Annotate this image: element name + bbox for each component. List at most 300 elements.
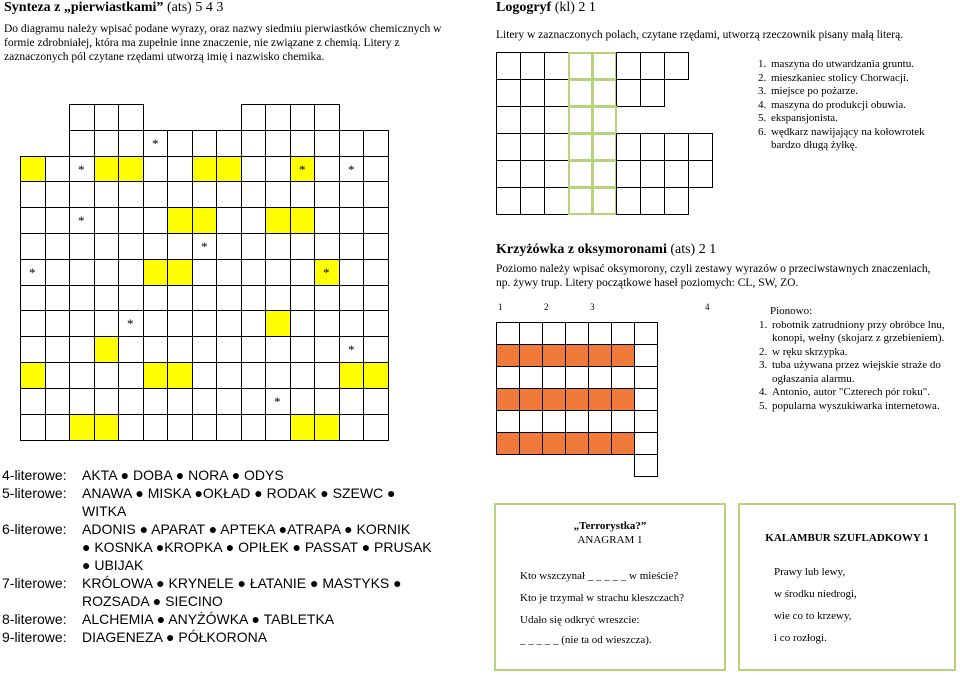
grid-cell[interactable] (290, 388, 316, 415)
synteza-grid (20, 104, 430, 434)
grid-cell[interactable] (616, 133, 641, 161)
grid-cell[interactable] (520, 79, 545, 107)
grid-cell[interactable] (69, 259, 95, 286)
grid-cell[interactable] (192, 362, 218, 389)
grid-cell[interactable] (592, 160, 617, 188)
grid-cell[interactable] (496, 52, 521, 80)
logogryf-clue: 2. mieszkaniec stolicy Chorwacji. (769, 72, 957, 86)
word-group-line: ROZSADA ● SIECINO (82, 593, 223, 609)
grid-cell[interactable] (616, 52, 641, 80)
grid-cell[interactable] (192, 181, 218, 208)
grid-cell[interactable] (45, 310, 71, 337)
grid-cell[interactable] (544, 133, 569, 161)
grid-cell[interactable] (118, 233, 144, 260)
grid-cell[interactable] (542, 322, 566, 345)
grid-cell[interactable] (118, 156, 144, 183)
grid-cell[interactable] (45, 362, 71, 389)
grid-cell[interactable] (565, 410, 589, 433)
grid-cell[interactable] (611, 410, 635, 433)
grid-cell[interactable] (592, 187, 617, 215)
grid-cell[interactable] (167, 362, 193, 389)
grid-cell[interactable] (664, 52, 689, 80)
kalambur-box (738, 503, 956, 671)
grid-cell[interactable] (118, 130, 144, 157)
grid-cell[interactable] (94, 233, 120, 260)
grid-cell[interactable] (634, 454, 658, 477)
grid-cell[interactable] (265, 259, 291, 286)
star-marker: * (299, 162, 306, 177)
grid-cell[interactable] (94, 207, 120, 234)
grid-cell[interactable] (592, 79, 617, 107)
grid-cell[interactable] (69, 130, 95, 157)
grid-cell[interactable] (192, 310, 218, 337)
grid-cell[interactable] (568, 106, 593, 134)
grid-cell[interactable] (519, 432, 543, 455)
grid-cell[interactable] (167, 285, 193, 312)
grid-cell[interactable] (167, 310, 193, 337)
grid-cell[interactable] (20, 156, 46, 183)
grid-cell[interactable] (192, 285, 218, 312)
grid-cell[interactable] (265, 156, 291, 183)
grid-cell[interactable] (544, 52, 569, 80)
grid-cell[interactable] (542, 432, 566, 455)
grid-cell[interactable] (290, 233, 316, 260)
grid-cell[interactable] (688, 133, 713, 161)
grid-cell[interactable] (519, 366, 543, 389)
grid-cell[interactable] (265, 310, 291, 337)
grid-cell[interactable] (565, 366, 589, 389)
logogryf-title (496, 0, 596, 16)
grid-cell[interactable] (216, 414, 242, 441)
grid-cell[interactable] (265, 207, 291, 234)
grid-cell[interactable] (363, 388, 389, 415)
grid-cell[interactable] (216, 259, 242, 286)
grid-cell[interactable] (192, 130, 218, 157)
star-marker: * (29, 265, 36, 280)
grid-cell[interactable] (339, 310, 365, 337)
grid-cell[interactable] (192, 259, 218, 286)
grid-cell[interactable] (519, 388, 543, 411)
grid-cell[interactable] (363, 130, 389, 157)
grid-cell[interactable] (45, 207, 71, 234)
grid-cell[interactable] (45, 414, 71, 441)
synteza-title-text: Synteza z „pierwiastkami” (4, 0, 164, 15)
logogryf-clue: 4. maszyna do produkcji obuwia. (769, 99, 957, 113)
grid-cell[interactable] (519, 410, 543, 433)
grid-cell[interactable] (688, 160, 713, 188)
grid-cell[interactable] (290, 310, 316, 337)
grid-cell[interactable] (167, 388, 193, 415)
grid-cell[interactable] (496, 187, 521, 215)
grid-cell[interactable] (216, 207, 242, 234)
grid-cell[interactable] (568, 187, 593, 215)
grid-cell[interactable] (20, 207, 46, 234)
grid-cell[interactable] (314, 388, 340, 415)
grid-cell[interactable] (339, 207, 365, 234)
grid-cell[interactable] (94, 104, 120, 131)
grid-cell[interactable] (363, 310, 389, 337)
grid-cell[interactable] (45, 285, 71, 312)
grid-cell[interactable] (588, 410, 612, 433)
grid-cell[interactable] (143, 181, 169, 208)
grid-cell[interactable] (520, 160, 545, 188)
grid-cell[interactable] (588, 388, 612, 411)
grid-cell[interactable] (118, 388, 144, 415)
word-group-label: 4-literowe: (2, 467, 67, 483)
synteza-description: Do diagramu należy wpisać podane wyrazy, oraz nazwy siedmiu pierwiastków chemicznych w formie zdrobniałej, która ma zupełnie inne znaczenie, nie związane z chemią. Litery z zaznaczonych pól czytane rzędami utworzą imię i nazwisko chemika. (4, 23, 442, 63)
grid-cell[interactable] (588, 344, 612, 367)
grid-cell[interactable] (363, 285, 389, 312)
grid-cell[interactable] (588, 322, 612, 345)
grid-cell[interactable] (94, 130, 120, 157)
grid-cell[interactable] (143, 362, 169, 389)
grid-cell[interactable] (290, 362, 316, 389)
grid-cell[interactable] (634, 366, 658, 389)
grid-cell[interactable] (143, 233, 169, 260)
grid-cell[interactable] (167, 207, 193, 234)
grid-cell[interactable] (69, 181, 95, 208)
grid-cell[interactable] (664, 133, 689, 161)
grid-cell[interactable] (363, 259, 389, 286)
grid-cell[interactable] (363, 181, 389, 208)
grid-cell[interactable] (192, 207, 218, 234)
star-marker: * (201, 239, 208, 254)
grid-cell[interactable] (496, 322, 520, 345)
grid-cell[interactable] (118, 362, 144, 389)
grid-cell[interactable] (69, 233, 95, 260)
grid-cell[interactable] (94, 181, 120, 208)
grid-cell[interactable] (542, 410, 566, 433)
grid-cell[interactable] (542, 388, 566, 411)
grid-cell[interactable] (290, 181, 316, 208)
grid-cell[interactable] (363, 207, 389, 234)
grid-cell[interactable] (290, 130, 316, 157)
grid-cell[interactable] (363, 156, 389, 183)
grid-cell[interactable] (568, 79, 593, 107)
grid-cell[interactable] (265, 285, 291, 312)
word-group-line: ALCHEMIA ● ANYŻÓWKA ● TABLETKA (82, 611, 335, 627)
grid-cell[interactable] (167, 414, 193, 441)
kalambur-line-1: Prawy lub lewy, (774, 566, 846, 578)
grid-cell[interactable] (69, 104, 95, 131)
grid-cell[interactable] (339, 285, 365, 312)
grid-cell[interactable] (167, 233, 193, 260)
grid-cell[interactable] (290, 104, 316, 131)
grid-cell[interactable] (339, 181, 365, 208)
grid-cell[interactable] (542, 344, 566, 367)
grid-cell[interactable] (290, 259, 316, 286)
grid-cell[interactable] (314, 233, 340, 260)
grid-cell[interactable] (496, 388, 520, 411)
grid-cell[interactable] (265, 362, 291, 389)
word-group-line: KRÓLOWA ● KRYNELE ● ŁATANIE ● MASTYKS ● (82, 575, 402, 591)
grid-cell[interactable] (565, 388, 589, 411)
grid-cell[interactable] (568, 133, 593, 161)
grid-cell[interactable] (167, 156, 193, 183)
grid-cell[interactable] (216, 388, 242, 415)
grid-cell[interactable] (565, 432, 589, 455)
grid-cell[interactable] (45, 233, 71, 260)
grid-cell[interactable] (290, 336, 316, 363)
grid-cell[interactable] (616, 160, 641, 188)
grid-cell[interactable] (118, 285, 144, 312)
krzyzowka-clues (748, 305, 956, 413)
grid-cell[interactable] (241, 104, 267, 131)
kalambur-title: KALAMBUR SZUFLADKOWY 1 (765, 532, 929, 544)
logogryf-title-text: Logogryf (496, 0, 552, 15)
grid-cell[interactable] (634, 322, 658, 345)
grid-cell[interactable] (241, 414, 267, 441)
grid-cell[interactable] (616, 187, 641, 215)
grid-cell[interactable] (143, 259, 169, 286)
grid-cell[interactable] (94, 414, 120, 441)
grid-cell[interactable] (143, 207, 169, 234)
grid-cell[interactable] (241, 130, 267, 157)
grid-cell[interactable] (167, 130, 193, 157)
grid-cell[interactable] (640, 160, 665, 188)
grid-cell[interactable] (588, 366, 612, 389)
grid-cell[interactable] (45, 336, 71, 363)
grid-cell[interactable] (69, 310, 95, 337)
grid-cell[interactable] (339, 130, 365, 157)
grid-cell[interactable] (314, 156, 340, 183)
grid-cell[interactable] (241, 336, 267, 363)
kalambur-line-4: i co rozłogi. (774, 632, 827, 644)
grid-cell[interactable] (496, 106, 521, 134)
grid-cell[interactable] (241, 233, 267, 260)
krzyzowka-clue: 2. w ręku skrzypka. (770, 346, 956, 360)
grid-cell[interactable] (542, 366, 566, 389)
grid-cell[interactable] (143, 388, 169, 415)
grid-cell[interactable] (216, 362, 242, 389)
grid-cell[interactable] (664, 187, 689, 215)
krzyzowka-title (496, 242, 716, 258)
grid-cell[interactable] (339, 362, 365, 389)
grid-cell[interactable] (634, 432, 658, 455)
grid-cell[interactable] (216, 310, 242, 337)
grid-cell[interactable] (588, 432, 612, 455)
grid-cell[interactable] (314, 310, 340, 337)
grid-cell[interactable] (69, 336, 95, 363)
grid-cell[interactable] (363, 336, 389, 363)
grid-cell[interactable] (45, 181, 71, 208)
grid-cell[interactable] (167, 259, 193, 286)
grid-cell[interactable] (519, 322, 543, 345)
grid-cell[interactable] (611, 432, 635, 455)
grid-cell[interactable] (496, 344, 520, 367)
grid-cell[interactable] (314, 414, 340, 441)
star-marker: * (127, 316, 134, 331)
grid-cell[interactable] (118, 414, 144, 441)
grid-cell[interactable] (496, 410, 520, 433)
grid-cell[interactable] (45, 156, 71, 183)
logogryf-clue: 1. maszyna do utwardzania gruntu. (769, 58, 957, 72)
grid-cell[interactable] (94, 362, 120, 389)
grid-cell[interactable] (20, 181, 46, 208)
grid-cell[interactable] (192, 414, 218, 441)
grid-cell[interactable] (69, 285, 95, 312)
grid-cell[interactable] (241, 310, 267, 337)
grid-cell[interactable] (314, 285, 340, 312)
grid-cell[interactable] (94, 310, 120, 337)
grid-cell[interactable] (544, 187, 569, 215)
grid-cell[interactable] (314, 181, 340, 208)
grid-cell[interactable] (216, 156, 242, 183)
grid-cell[interactable] (143, 414, 169, 441)
logogryf-description: Litery w zaznaczonych polach, czytane rzędami, utworzą rzeczownik pisany małą literą. (496, 29, 904, 41)
grid-cell[interactable] (565, 344, 589, 367)
grid-cell[interactable] (143, 336, 169, 363)
grid-cell[interactable] (339, 414, 365, 441)
grid-cell[interactable] (20, 310, 46, 337)
kalambur-line-3: wie co to krzewy, (774, 610, 852, 622)
grid-cell[interactable] (20, 414, 46, 441)
grid-cell[interactable] (640, 79, 665, 107)
grid-cell[interactable] (592, 106, 617, 134)
grid-cell[interactable] (314, 336, 340, 363)
grid-cell[interactable] (45, 388, 71, 415)
grid-cell[interactable] (640, 133, 665, 161)
grid-cell[interactable] (520, 133, 545, 161)
grid-cell[interactable] (69, 388, 95, 415)
grid-cell[interactable] (192, 156, 218, 183)
grid-cell[interactable] (363, 414, 389, 441)
grid-cell[interactable] (20, 388, 46, 415)
grid-cell[interactable] (143, 285, 169, 312)
grid-cell[interactable] (265, 233, 291, 260)
grid-cell[interactable] (20, 362, 46, 389)
grid-cell[interactable] (290, 285, 316, 312)
star-marker: * (78, 162, 85, 177)
logogryf-meta: (kl) 2 1 (554, 0, 596, 15)
grid-cell[interactable] (634, 344, 658, 367)
grid-cell[interactable] (496, 432, 520, 455)
grid-cell[interactable] (634, 388, 658, 411)
grid-cell[interactable] (94, 285, 120, 312)
grid-cell[interactable] (265, 336, 291, 363)
anagram-line-1: Kto wszczynał _ _ _ _ _ w mieście? (520, 570, 679, 582)
star-marker: * (274, 394, 281, 409)
grid-cell[interactable] (520, 106, 545, 134)
synteza-meta: (ats) 5 4 3 (166, 0, 224, 15)
grid-cell[interactable] (314, 207, 340, 234)
grid-cell[interactable] (192, 336, 218, 363)
grid-cell[interactable] (45, 259, 71, 286)
grid-cell[interactable] (118, 181, 144, 208)
grid-cell[interactable] (339, 233, 365, 260)
grid-cell[interactable] (216, 233, 242, 260)
grid-cell[interactable] (20, 233, 46, 260)
grid-cell[interactable] (143, 310, 169, 337)
grid-cell[interactable] (496, 133, 521, 161)
grid-cell[interactable] (265, 104, 291, 131)
grid-cell[interactable] (611, 388, 635, 411)
grid-cell[interactable] (592, 133, 617, 161)
anagram-title: „Terrorystka?” (573, 520, 647, 532)
grid-cell[interactable] (634, 410, 658, 433)
grid-cell[interactable] (216, 130, 242, 157)
grid-cell[interactable] (568, 160, 593, 188)
grid-cell[interactable] (69, 414, 95, 441)
grid-cell[interactable] (167, 336, 193, 363)
grid-cell[interactable] (167, 181, 193, 208)
grid-cell[interactable] (520, 52, 545, 80)
grid-cell[interactable] (241, 388, 267, 415)
grid-cell[interactable] (314, 104, 340, 131)
grid-cell[interactable] (290, 414, 316, 441)
grid-cell[interactable] (20, 336, 46, 363)
grid-cell[interactable] (69, 362, 95, 389)
grid-cell[interactable] (314, 362, 340, 389)
grid-cell[interactable] (94, 388, 120, 415)
grid-cell[interactable] (118, 259, 144, 286)
grid-cell[interactable] (520, 187, 545, 215)
grid-cell[interactable] (568, 52, 593, 80)
grid-cell[interactable] (664, 160, 689, 188)
grid-cell[interactable] (265, 130, 291, 157)
grid-cell[interactable] (544, 160, 569, 188)
grid-cell[interactable] (616, 79, 641, 107)
grid-cell[interactable] (241, 156, 267, 183)
synteza-title (4, 0, 223, 16)
grid-cell[interactable] (314, 130, 340, 157)
grid-cell[interactable] (94, 336, 120, 363)
grid-cell[interactable] (339, 388, 365, 415)
grid-cell[interactable] (544, 106, 569, 134)
grid-cell[interactable] (363, 362, 389, 389)
grid-cell[interactable] (143, 156, 169, 183)
grid-cell[interactable] (496, 79, 521, 107)
grid-cell[interactable] (265, 414, 291, 441)
grid-cell[interactable] (216, 285, 242, 312)
word-group-label: 9-literowe: (2, 629, 67, 645)
grid-cell[interactable] (496, 160, 521, 188)
grid-cell[interactable] (20, 285, 46, 312)
grid-cell[interactable] (94, 156, 120, 183)
grid-cell[interactable] (611, 322, 635, 345)
grid-cell[interactable] (611, 366, 635, 389)
krzyzowka-number: 3 (590, 302, 595, 312)
grid-cell[interactable] (565, 322, 589, 345)
grid-cell[interactable] (363, 233, 389, 260)
grid-cell[interactable] (118, 336, 144, 363)
grid-cell[interactable] (241, 181, 267, 208)
grid-cell[interactable] (339, 259, 365, 286)
word-group-label: 6-literowe: (2, 521, 67, 537)
anagram-box (494, 503, 726, 671)
grid-cell[interactable] (241, 362, 267, 389)
grid-cell[interactable] (118, 104, 144, 131)
logogryf-clues (747, 58, 957, 153)
grid-cell[interactable] (265, 181, 291, 208)
star-marker: * (348, 162, 355, 177)
grid-cell[interactable] (290, 207, 316, 234)
grid-cell[interactable] (241, 285, 267, 312)
grid-cell[interactable] (496, 366, 520, 389)
grid-cell[interactable] (592, 52, 617, 80)
grid-cell[interactable] (216, 336, 242, 363)
grid-cell[interactable] (216, 181, 242, 208)
grid-cell[interactable] (118, 207, 144, 234)
grid-cell[interactable] (544, 79, 569, 107)
grid-cell[interactable] (640, 187, 665, 215)
grid-cell[interactable] (640, 52, 665, 80)
grid-cell[interactable] (519, 344, 543, 367)
grid-cell[interactable] (192, 388, 218, 415)
krzyzowka-number: 1 (498, 302, 503, 312)
grid-cell[interactable] (611, 344, 635, 367)
grid-cell[interactable] (94, 259, 120, 286)
